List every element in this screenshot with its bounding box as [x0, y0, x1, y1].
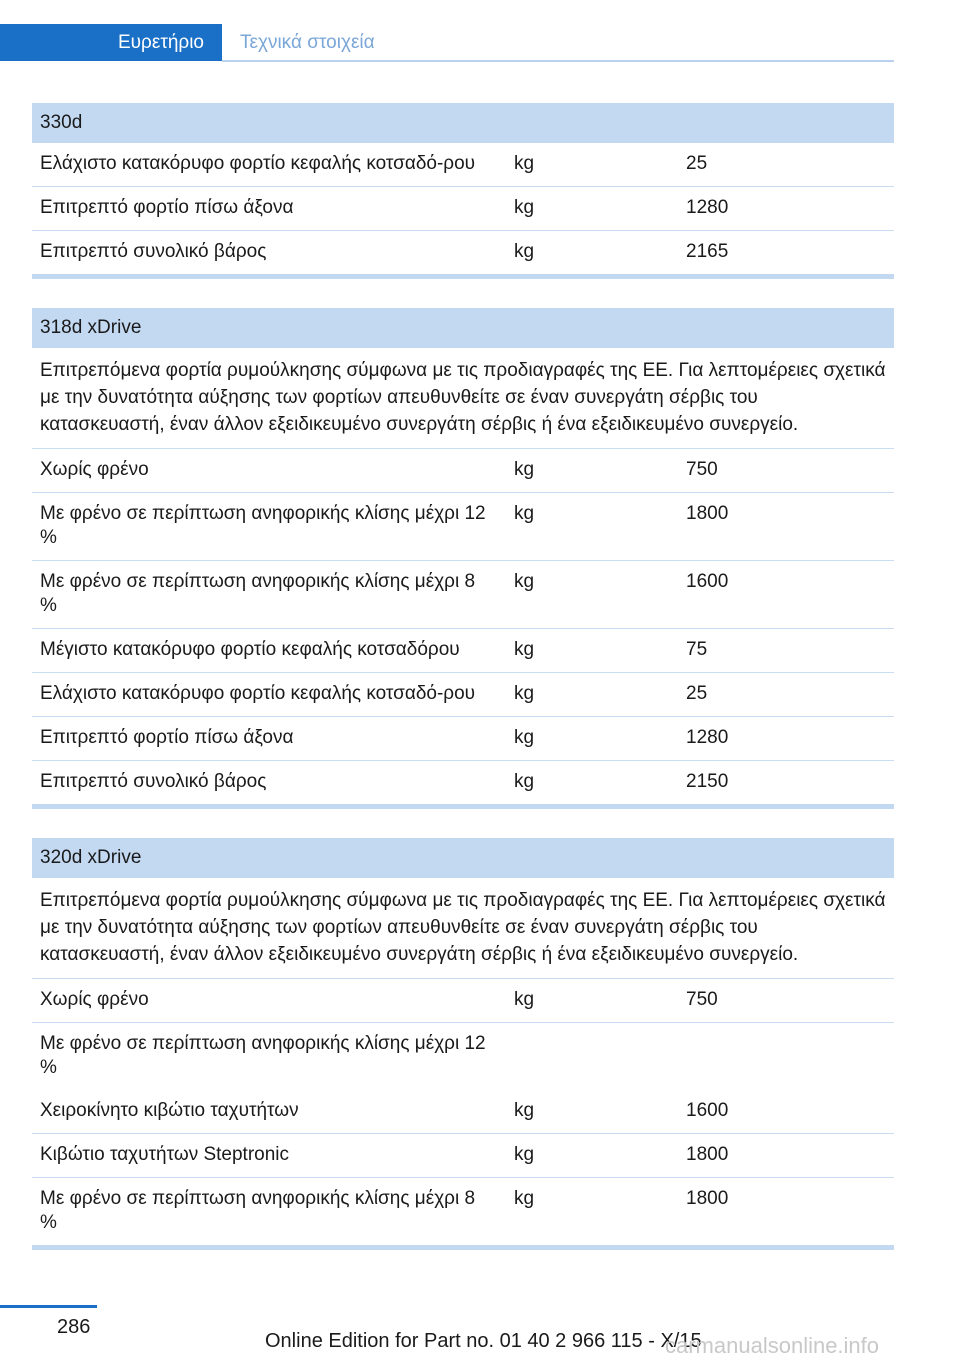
table-row: [32, 493, 894, 561]
row-unit: kg: [514, 571, 535, 592]
row-unit: kg: [514, 1144, 535, 1165]
row-value: 1800: [686, 1188, 729, 1209]
tab-technical-data[interactable]: Τεχνικά στοιχεία: [240, 32, 375, 53]
row-label: Ελάχιστο κατακόρυφο φορτίο κεφαλής κοτσαδό-ρου: [40, 153, 476, 174]
header-divider: [222, 60, 894, 62]
table-row: [32, 673, 894, 717]
row-label: Με φρένο σε περίπτωση ανηφορικής κλίσης μέχρι 12 %: [40, 1033, 486, 1078]
section-title: 330d: [32, 103, 894, 143]
spec-tables: [32, 103, 894, 1279]
row-value: 1600: [686, 1100, 729, 1121]
section-318d-xdrive: [32, 308, 894, 809]
table-row: [32, 187, 894, 231]
row-value: 750: [686, 989, 718, 1010]
section-title: 320d xDrive: [32, 838, 894, 878]
row-label: Χειροκίνητο κιβώτιο ταχυτήτων: [40, 1100, 299, 1121]
row-unit: [502, 1032, 674, 1080]
row-value: 75: [686, 639, 708, 660]
footer-accent-line: [0, 1305, 97, 1308]
row-label: Μέγιστο κατακόρυφο φορτίο κεφαλής κοτσαδόρου: [40, 639, 460, 660]
row-value: 1280: [686, 197, 729, 218]
row-value: 2150: [686, 771, 729, 792]
table-row: [32, 979, 894, 1023]
table-row: [32, 1178, 894, 1250]
row-label: Επιτρεπτό φορτίο πίσω άξονα: [40, 727, 294, 748]
row-value: 2165: [686, 241, 729, 262]
table-row: [32, 629, 894, 673]
table-row: [32, 1134, 894, 1178]
row-value: 25: [686, 683, 708, 704]
table-row: [32, 231, 894, 279]
row-label: Κιβώτιο ταχυτήτων Steptronic: [40, 1144, 290, 1165]
section-note: Επιτρεπόμενα φορτία ρυμούλκησης σύμφωνα με τις προδιαγραφές της ΕΕ. Για λεπτομέρειες σχετικά με την δυνατότητα αύξησης των φορτίων απευθυνθείτε σε έναν συνεργάτη σέρβις του κατασκευαστή, έναν άλλον εξειδικευμένο συνεργάτη σέρβις ή ένα εξειδικευμένο συνεργείο.: [32, 878, 894, 979]
row-label: Με φρένο σε περίπτωση ανηφορικής κλίσης μέχρι 8 %: [40, 1188, 476, 1233]
row-unit: kg: [514, 639, 535, 660]
row-label: Ελάχιστο κατακόρυφο φορτίο κεφαλής κοτσαδό-ρου: [40, 683, 476, 704]
watermark: carmanualsonline.info: [665, 1333, 880, 1358]
row-unit: kg: [514, 459, 535, 480]
table-row: [32, 717, 894, 761]
row-label: Επιτρεπτό φορτίο πίσω άξονα: [40, 197, 294, 218]
section-note: Επιτρεπόμενα φορτία ρυμούλκησης σύμφωνα με τις προδιαγραφές της ΕΕ. Για λεπτομέρειες σχετικά με την δυνατότητα αύξησης των φορτίων απευθυνθείτε σε έναν συνεργάτη σέρβις του κατασκευαστή, έναν άλλον εξειδικευμένο συνεργάτη σέρβις ή ένα εξειδικευμένο συνεργείο.: [32, 348, 894, 449]
row-unit: kg: [514, 771, 535, 792]
row-unit: kg: [514, 727, 535, 748]
section-title: 318d xDrive: [32, 308, 894, 348]
row-unit: kg: [514, 683, 535, 704]
row-unit: kg: [514, 1188, 535, 1209]
row-unit: kg: [514, 153, 535, 174]
table-row: [32, 1090, 894, 1134]
row-unit: kg: [514, 241, 535, 262]
table-row: [32, 143, 894, 187]
row-label: Χωρίς φρένο: [40, 459, 149, 480]
row-label: Με φρένο σε περίπτωση ανηφορικής κλίσης μέχρι 12 %: [40, 503, 486, 548]
row-unit: kg: [514, 503, 535, 524]
row-label: Χωρίς φρένο: [40, 989, 149, 1010]
row-value: 1800: [686, 1144, 729, 1165]
row-value: [674, 1032, 894, 1080]
row-label: Με φρένο σε περίπτωση ανηφορικής κλίσης μέχρι 8 %: [40, 571, 476, 616]
table-row: [32, 761, 894, 809]
page-header: [0, 0, 960, 62]
section-330d: [32, 103, 894, 279]
table-row: [32, 449, 894, 493]
page-number: 286: [57, 1316, 91, 1338]
tab-index[interactable]: Ευρετήριο: [0, 24, 222, 61]
section-320d-xdrive: [32, 838, 894, 1250]
row-value: 1600: [686, 571, 729, 592]
row-value: 1800: [686, 503, 729, 524]
row-value: 1280: [686, 727, 729, 748]
row-unit: kg: [514, 1100, 535, 1121]
row-value: 750: [686, 459, 718, 480]
table-row: [32, 561, 894, 629]
row-unit: kg: [514, 989, 535, 1010]
edition-text: Online Edition for Part no. 01 40 2 966 115 - X/15: [265, 1330, 702, 1352]
row-label: Επιτρεπτό συνολικό βάρος: [40, 241, 267, 262]
table-row: [32, 1023, 894, 1090]
row-unit: kg: [514, 197, 535, 218]
row-value: 25: [686, 153, 708, 174]
row-label: Επιτρεπτό συνολικό βάρος: [40, 771, 267, 792]
